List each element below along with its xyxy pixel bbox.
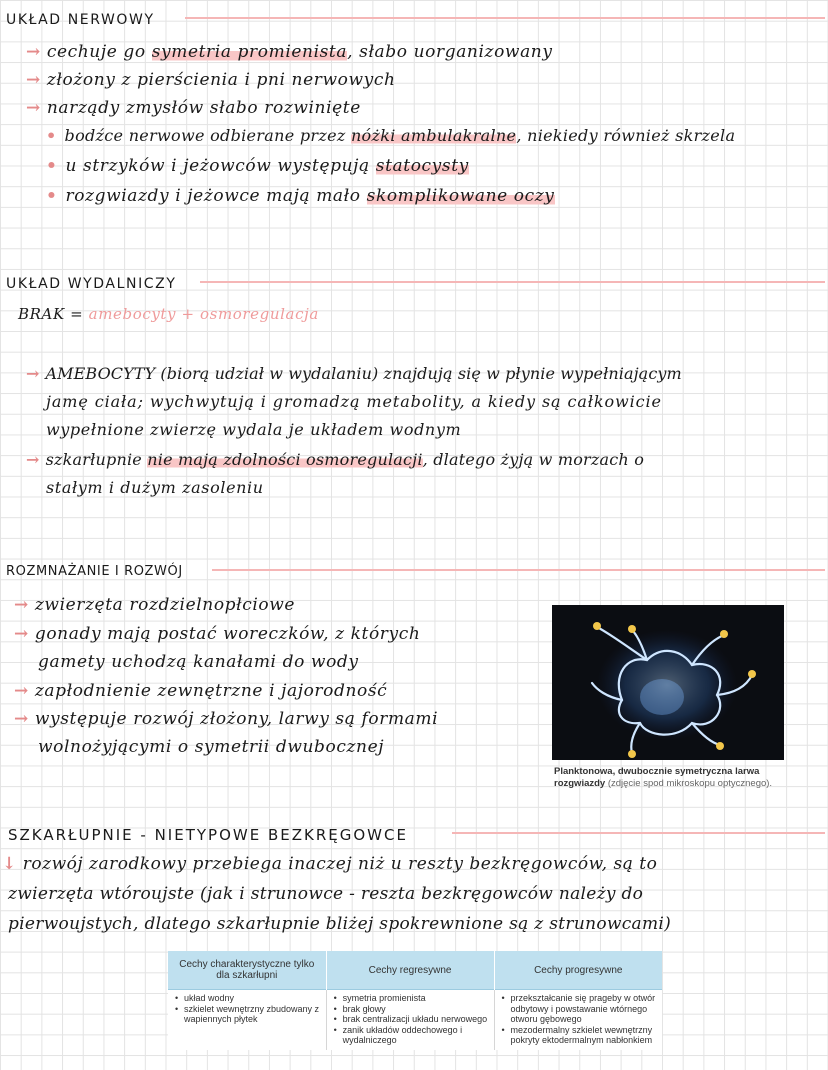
nervous-bullet-1: • bodźce nerwowe odbierane przez nóżki ambulakralne, niekiedy również skrzela [46, 126, 736, 145]
starfish-larva-photo [552, 605, 784, 760]
bullet-icon: • [46, 126, 57, 145]
list-item: • symetria promienista [343, 993, 490, 1004]
excretory-line-3: wypełnione zwierzę wydala je układem wodnym [46, 420, 462, 439]
nervous-bullet-3: • rozgwiazdy i jeżowce mają mało skomplikowane oczy [46, 186, 555, 206]
arrow-icon: → [26, 98, 41, 118]
starfish-larva-image [552, 605, 784, 760]
list-item: • brak centralizacji układu nerwowego [343, 1014, 490, 1025]
reproduction-line-1: → zwierzęta rozdzielnopłciowe [14, 595, 296, 615]
section-rule [452, 832, 825, 834]
excretory-line-1: → AMEBOCYTY (biorą udział w wydalaniu) znajdują się w płynie wypełniającym [26, 364, 682, 383]
echinoderms-line-1: ↓ rozwój zarodkowy przebiega inaczej niż u reszty bezkręgowców, są to [2, 854, 658, 874]
excretory-brak: BRAK = amebocyty + osmoregulacja [18, 305, 319, 323]
nervous-line-2: → złożony z pierścienia i pni nerwowych [26, 70, 396, 90]
echinoderms-line-2: zwierzęta wtóroujste (jak i strunowce - reszta bezkręgowców należy do [8, 884, 644, 904]
arrow-icon: → [26, 364, 40, 383]
section-title-nervous: UKŁAD NERWOWY [6, 12, 155, 28]
table-header: Cechy charakterystyczne tylko dla szkarłupni [168, 951, 326, 990]
nervous-line-1: → cechuje go symetria promienista, słabo uorganizowany [26, 42, 553, 62]
list-item: • przekształcanie się prageby w otwór odbytowy i powstawanie wtórnego otworu gębowego [511, 993, 658, 1025]
arrow-icon: → [14, 624, 29, 644]
bullet-icon: • [46, 156, 58, 176]
excretory-line-2: jamę ciała; wychwytują i gromadzą metabolity, a kiedy są całkowicie [46, 392, 662, 411]
table-cell [494, 990, 662, 1050]
list-item: • brak głowy [343, 1004, 490, 1015]
bullet-icon: • [46, 186, 58, 206]
section-title-echinoderms: SZKARŁUPNIE - NIETYPOWE BEZKRĘGOWCE [8, 826, 408, 844]
arrow-icon: → [26, 450, 40, 469]
section-rule [185, 17, 825, 19]
reproduction-line-4: → zapłodnienie zewnętrzne i jajorodność [14, 681, 388, 701]
nervous-bullet-2: • u strzyków i jeżowców występują statocysty [46, 156, 469, 176]
reproduction-line-6: wolnożyjącymi o symetrii dwubocznej [38, 737, 385, 757]
arrow-icon: ↓ [2, 854, 17, 874]
arrow-icon: → [26, 70, 41, 90]
section-rule [200, 281, 825, 283]
arrow-icon: → [26, 42, 41, 62]
list-item: • zanik układów oddechowego i wydalniczego [343, 1025, 490, 1046]
features-table [168, 951, 662, 1050]
section-title-excretory: UKŁAD WYDALNICZY [6, 276, 177, 292]
arrow-icon: → [14, 595, 29, 615]
nervous-line-3: → narządy zmysłów słabo rozwinięte [26, 98, 361, 118]
reproduction-line-2: → gonady mają postać woreczków, z których [14, 624, 421, 644]
table-header: Cechy regresywne [326, 951, 494, 990]
echinoderms-line-3: pierwoujstych, dlatego szkarłupnie bliżej spokrewnione są z strunowcami) [8, 914, 672, 934]
table-header: Cechy progresywne [494, 951, 662, 990]
section-rule [212, 569, 825, 571]
list-item: • układ wodny [184, 993, 322, 1004]
excretory-line-5: stałym i dużym zasoleniu [46, 478, 264, 497]
arrow-icon: → [14, 709, 29, 729]
arrow-icon: → [14, 681, 29, 701]
reproduction-line-3: gamety uchodzą kanałami do wody [38, 652, 359, 672]
section-title-reproduction: ROZMNAŻANIE I ROZWÓJ [6, 564, 183, 579]
table-cell [168, 990, 326, 1050]
list-item: • mezodermalny szkielet wewnętrzny pokryty ektodermalnym nabłonkiem [511, 1025, 658, 1046]
table-cell [326, 990, 494, 1050]
reproduction-line-5: → występuje rozwój złożony, larwy są formami [14, 709, 439, 729]
photo-caption: Planktonowa, dwubocznie symetryczna larwa rozgwiazdy (zdjęcie spod mikroskopu optycznego). [554, 766, 773, 789]
excretory-line-4: → szkarłupnie nie mają zdolności osmoregulacji, dlatego żyją w morzach o [26, 450, 645, 469]
list-item: • szkielet wewnętrzny zbudowany z wapiennych płytek [184, 1004, 322, 1025]
